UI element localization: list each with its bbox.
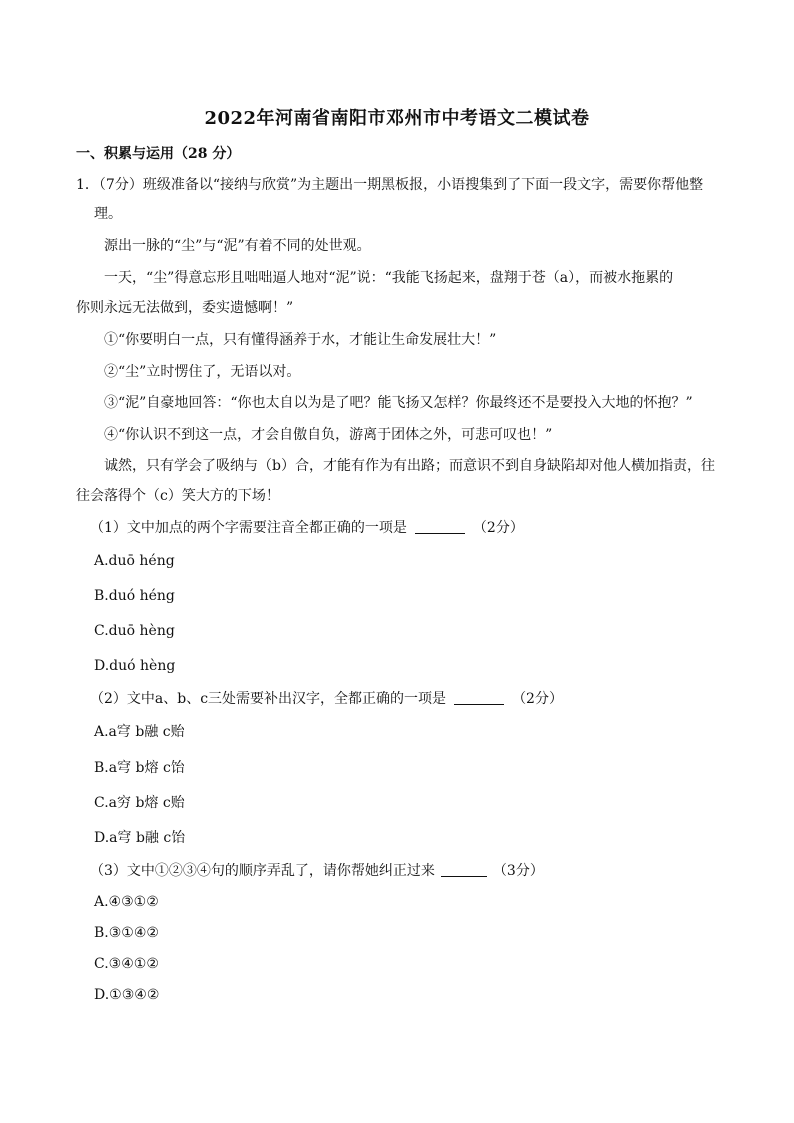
sub-question-2: [90, 689, 563, 709]
option-c[interactable]: C.duō hèng: [94, 623, 175, 639]
passage-line: 诚然，只有学会了吸纳与（b）合，才能有作为有出路；而意识不到自身缺陷却对他人横加指责，往: [104, 458, 715, 474]
passage-line: 你则永远无法做到，委实遗憾啊！”: [76, 300, 294, 316]
passage-line: ③“泥”自豪地回答：“你也太自以为是了吧？能飞扬又怎样？你最终还不是要投入大地的怀抱？”: [104, 395, 693, 411]
option-b[interactable]: B.③①④②: [94, 925, 159, 941]
sub-question-3: [90, 861, 544, 881]
passage-line: ④“你认识不到这一点，才会自傲自负，游离于团体之外，可悲可叹也！”: [104, 427, 553, 443]
section-heading: 一、积累与运用（28 分）: [76, 146, 241, 162]
sub-question-1: [90, 518, 524, 538]
answer-blank[interactable]: [415, 519, 465, 534]
score-label: （2分）: [512, 691, 563, 707]
passage-line: 往会落得个（c）笑大方的下场！: [76, 488, 280, 504]
answer-blank[interactable]: [441, 862, 487, 877]
option-b[interactable]: B.duó héng: [94, 588, 175, 604]
passage-line: ②“尘”立时愣住了，无语以对。: [104, 364, 301, 380]
option-a[interactable]: A.duō héng: [94, 553, 175, 569]
passage-line: ①“你要明白一点，只有懂得涵养于水，才能让生命发展壮大！”: [104, 332, 497, 348]
sub-question-stem: （2）文中a、b、c三处需要补出汉字，全都正确的一项是: [90, 691, 447, 707]
passage-line: 一天，“尘”得意忘形且咄咄逼人地对“泥”说：“我能飞扬起来，盘翔于苍（a），而被水拖累的: [104, 270, 674, 286]
answer-blank[interactable]: [454, 690, 504, 705]
sub-question-stem: （1）文中加点的两个字需要注音全都正确的一项是: [90, 520, 407, 536]
option-d[interactable]: D.a穹 b融 c饴: [94, 830, 186, 846]
passage-line: 源出一脉的“尘”与“泥”有着不同的处世观。: [104, 238, 371, 254]
option-d[interactable]: D.①③④②: [94, 987, 160, 1003]
page-title: 2022年河南省南阳市邓州市中考语文二模试卷: [204, 108, 590, 129]
question-intro: 1．（7分）班级准备以“接纳与欣赏”为主题出一期黑板报，小语搜集到了下面一段文字，需要你帮他整: [76, 177, 704, 193]
option-a[interactable]: A.a穹 b融 c贻: [94, 724, 185, 740]
option-a[interactable]: A.④③①②: [94, 894, 159, 910]
option-c[interactable]: C.a穷 b熔 c贻: [94, 795, 185, 811]
option-c[interactable]: C.③④①②: [94, 956, 159, 972]
option-d[interactable]: D.duó hèng: [94, 658, 176, 674]
sub-question-stem: （3）文中①②③④句的顺序弄乱了，请你帮她纠正过来: [90, 863, 435, 879]
score-label: （2分）: [472, 520, 524, 536]
score-label: （3分）: [492, 863, 544, 879]
question-intro-cont: 理。: [94, 206, 122, 222]
option-b[interactable]: B.a穹 b熔 c饴: [94, 760, 185, 776]
